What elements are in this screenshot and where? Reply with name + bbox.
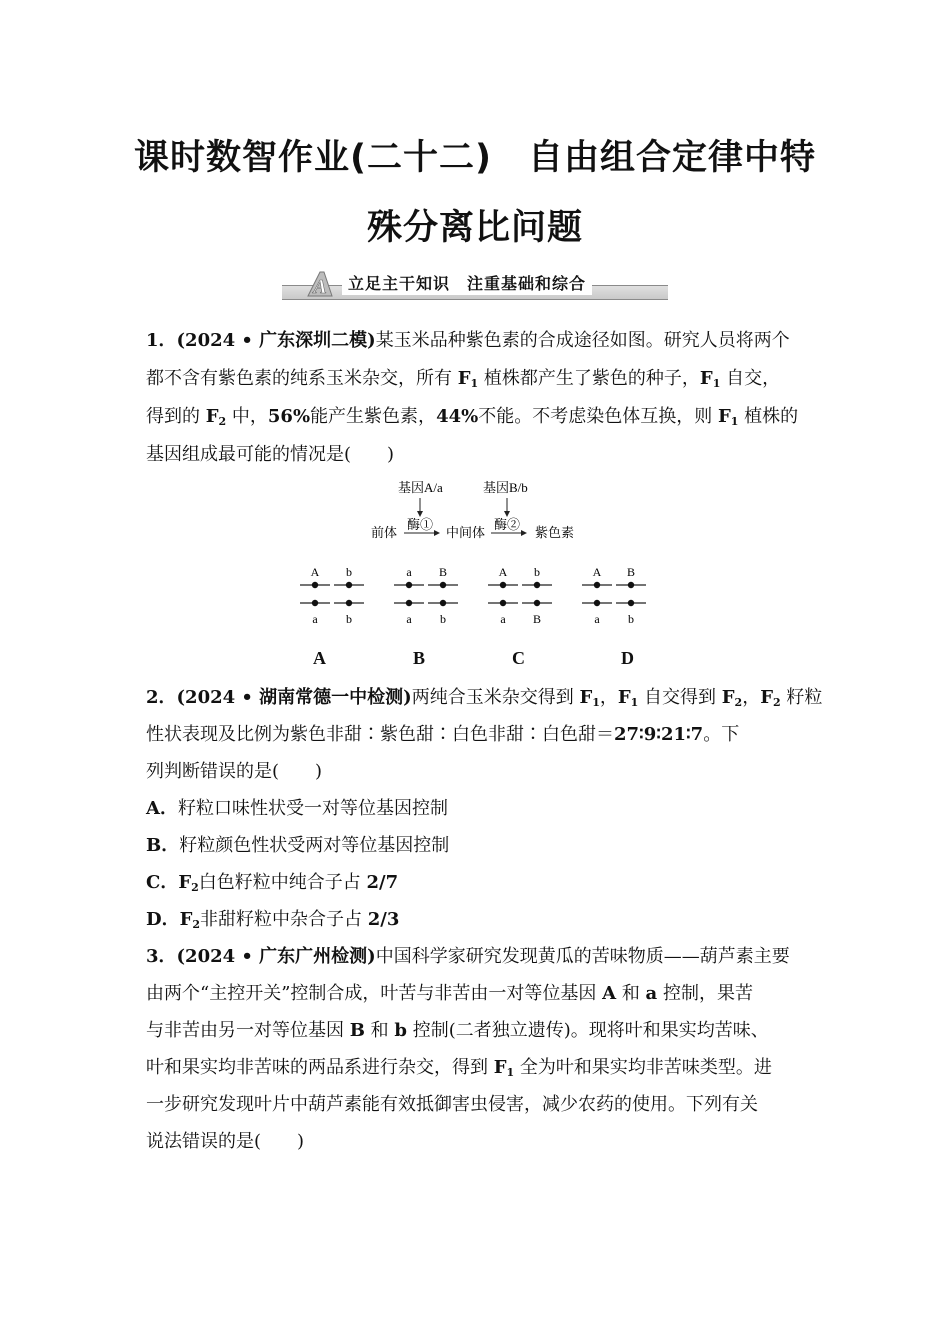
enzyme-2-label: 酶② [493, 517, 521, 532]
precursor-label: 前体 [371, 525, 398, 540]
chromosome-options [290, 558, 670, 632]
centromere-dot [628, 600, 634, 606]
q2-option-c [146, 870, 398, 901]
q2-text: 两纯合玉米杂交得到 [411, 687, 580, 708]
q1-text: 自交， [720, 368, 781, 389]
centromere-dot [534, 582, 540, 588]
allele-label-bottom: b [440, 612, 446, 626]
banner-text: 立足主干知识 注重基础和综合 [342, 273, 592, 295]
q3-gene-symbol: b [394, 1020, 407, 1041]
page-title-line-1: 课时数智作业(二十二) 自由组合定律中特 [134, 138, 816, 178]
q3-line-2 [146, 981, 753, 1007]
q3-source: (2024 • 广东广州检测) [176, 946, 376, 967]
q1-line-1 [146, 328, 790, 354]
centromere-dot [628, 582, 634, 588]
centromere-dot [534, 600, 540, 606]
q1-number: 1． [146, 330, 177, 351]
allele-label-top: B [438, 565, 448, 579]
q3-text: 控制(二者独立遗传)。现将叶和果实均苦味、 [407, 1020, 769, 1041]
q2-text: ， [599, 687, 618, 708]
chromosome-option-d [582, 565, 646, 626]
q2-subscript: 2 [772, 696, 781, 709]
q1-symbol-F: F [205, 406, 219, 427]
chromosome-option-b [394, 565, 458, 626]
q2-subscript: 2 [191, 881, 199, 894]
q1-text: 不能。不考虑染色体互换，则 [478, 406, 718, 427]
q1-text: 得到的 [146, 406, 206, 427]
q2-number: 2． [146, 687, 177, 708]
q3-line-4 [146, 1055, 772, 1086]
q1-text: 能产生紫色素， [310, 406, 437, 427]
centromere-dot [312, 582, 318, 588]
badge-letter: A [313, 276, 327, 298]
allele-label-bottom: b [346, 612, 352, 626]
option-a-label: A [313, 648, 326, 668]
chromosome-option-c [488, 565, 552, 626]
q2-symbol-F: F [179, 909, 193, 930]
centromere-dot [594, 600, 600, 606]
q2-text: 自交得到 [638, 687, 722, 708]
q2-line-3: 列判断错误的是( ) [146, 761, 323, 782]
q2-subscript: 1 [630, 696, 639, 709]
q2-fraction: 2/3 [367, 909, 400, 930]
q2-option-b [146, 833, 449, 859]
q3-line-3 [146, 1018, 769, 1044]
chromosome-option-a [300, 565, 364, 626]
q1-source: (2024 • 广东深圳二模) [176, 330, 376, 351]
gene-a-label: 基因A/a [398, 480, 443, 495]
q2-option-text: 籽粒颜色性状受两对等位基因控制 [179, 835, 450, 856]
q1-subscript: 1 [730, 415, 739, 428]
q2-option-d [146, 907, 399, 938]
q2-symbol-F: F [617, 687, 631, 708]
allele-label-bottom: b [628, 612, 634, 626]
step-1-arrowhead [434, 530, 440, 536]
q1-subscript: 1 [712, 377, 721, 390]
centromere-dot [500, 600, 506, 606]
q2-option-a [146, 796, 448, 822]
q2-fraction: 2/7 [366, 872, 399, 893]
q1-symbol-F: F [717, 406, 731, 427]
q2-symbol-F: F [178, 872, 192, 893]
allele-label-top: A [498, 565, 508, 579]
q2-option-text: 白色籽粒中纯合子占 [198, 872, 367, 893]
q1-line-3 [146, 404, 798, 435]
q1-subscript: 1 [470, 377, 479, 390]
q2-option-letter: C． [146, 872, 179, 893]
q2-subscript: 2 [192, 918, 201, 931]
q1-text: 植株都产生了紫色的种子， [478, 368, 700, 389]
q3-text: 由两个“主控开关”控制合成，叶苦与非苦由一对等位基因 [146, 983, 603, 1004]
q3-line-5: 一步研究发现叶片中葫芦素能有效抵御害虫侵害，减少农药的使用。下列有关 [146, 1094, 758, 1115]
allele-label-top: A [310, 565, 320, 579]
allele-label-top: b [346, 565, 352, 579]
page-title-line-2: 殊分离比问题 [366, 208, 583, 248]
allele-label-top: b [534, 565, 540, 579]
q3-line-1 [146, 944, 790, 970]
q3-symbol-F: F [493, 1057, 507, 1078]
q3-line-6: 说法错误的是( ) [146, 1131, 305, 1152]
purple-pigment-label: 紫色素 [535, 525, 575, 540]
option-b-label: B [413, 648, 426, 668]
q1-symbol-F: F [457, 368, 471, 389]
q2-symbol-F: F [760, 687, 773, 708]
allele-label-top: B [626, 565, 636, 579]
centromere-dot [346, 582, 352, 588]
q1-text: 都不含有紫色素的纯系玉米杂交，所有 [146, 368, 458, 389]
q1-text: 植株的 [738, 406, 799, 427]
section-a-badge-icon [306, 270, 334, 298]
q1-percent: 44% [436, 406, 479, 427]
intermediate-label: 中间体 [446, 525, 486, 540]
centromere-dot [312, 600, 318, 606]
q3-text: 叶和果实均非苦味的两品系进行杂交，得到 [146, 1057, 494, 1078]
q2-text: 性状表现及比例为紫色非甜∶紫色甜∶白色非甜∶白色甜＝ [146, 724, 614, 745]
q3-subscript: 1 [506, 1066, 515, 1079]
q2-subscript: 2 [734, 696, 743, 709]
q3-text: 控制，果苦 [657, 983, 753, 1004]
q3-text: 与非苦由另一对等位基因 [146, 1020, 350, 1041]
q3-text: 和 [616, 983, 646, 1004]
q2-text: 。下 [703, 724, 740, 745]
allele-label-bottom: a [500, 612, 506, 626]
option-c-label: C [512, 648, 525, 668]
q1-subscript: 2 [218, 415, 227, 428]
q3-number: 3． [146, 946, 177, 967]
q1-text: 中， [226, 406, 268, 427]
allele-label-bottom: a [406, 612, 412, 626]
q2-option-letter: A． [146, 798, 178, 819]
centromere-dot [440, 582, 446, 588]
q3-text: 中国科学家研究发现黄瓜的苦味物质——葫芦素主要 [375, 946, 790, 967]
q2-option-letter: B． [146, 835, 180, 856]
q2-subscript: 1 [592, 696, 600, 709]
q2-symbol-F: F [579, 687, 593, 708]
step-2-arrowhead [521, 530, 527, 536]
q2-option-text: 籽粒口味性状受一对等位基因控制 [177, 798, 448, 819]
q2-ratio: 27∶9∶21∶7 [614, 724, 704, 745]
gene-b-label: 基因B/b [483, 480, 528, 495]
q3-gene-symbol: A [602, 983, 617, 1004]
q2-line-1 [146, 685, 822, 716]
centromere-dot [406, 600, 412, 606]
enzyme-1-label: 酶① [406, 517, 434, 532]
allele-label-top: a [406, 565, 412, 579]
centromere-dot [594, 582, 600, 588]
allele-label-bottom: a [312, 612, 318, 626]
option-d-label: D [621, 648, 634, 668]
q1-text: 某玉米品种紫色素的合成途径如图。研究人员将两个 [375, 330, 790, 351]
centromere-dot [406, 582, 412, 588]
q2-text: 籽粒 [780, 687, 823, 708]
q1-line-4: 基因组成最可能的情况是( ) [146, 444, 395, 465]
q1-symbol-F: F [699, 368, 713, 389]
q1-percent: 56% [267, 406, 311, 427]
q2-line-2 [146, 722, 739, 748]
centromere-dot [500, 582, 506, 588]
q2-text: ， [742, 687, 761, 708]
q1-line-2 [146, 366, 780, 397]
q3-text: 全为叶和果实均非苦味类型。进 [514, 1057, 772, 1078]
centromere-dot [440, 600, 446, 606]
allele-label-top: A [592, 565, 602, 579]
q3-gene-symbol: a [645, 983, 658, 1004]
q2-option-text: 非甜籽粒中杂合子占 [200, 909, 368, 930]
centromere-dot [346, 600, 352, 606]
q2-symbol-F: F [721, 687, 735, 708]
section-banner [282, 268, 668, 302]
q2-option-letter: D． [146, 909, 180, 930]
q3-text: 和 [364, 1020, 395, 1041]
pathway-diagram [360, 478, 600, 548]
q3-gene-symbol: B [349, 1020, 365, 1041]
allele-label-bottom: a [594, 612, 600, 626]
q2-source: (2024 • 湖南常德一中检测) [176, 687, 412, 708]
allele-label-bottom: B [532, 612, 542, 626]
